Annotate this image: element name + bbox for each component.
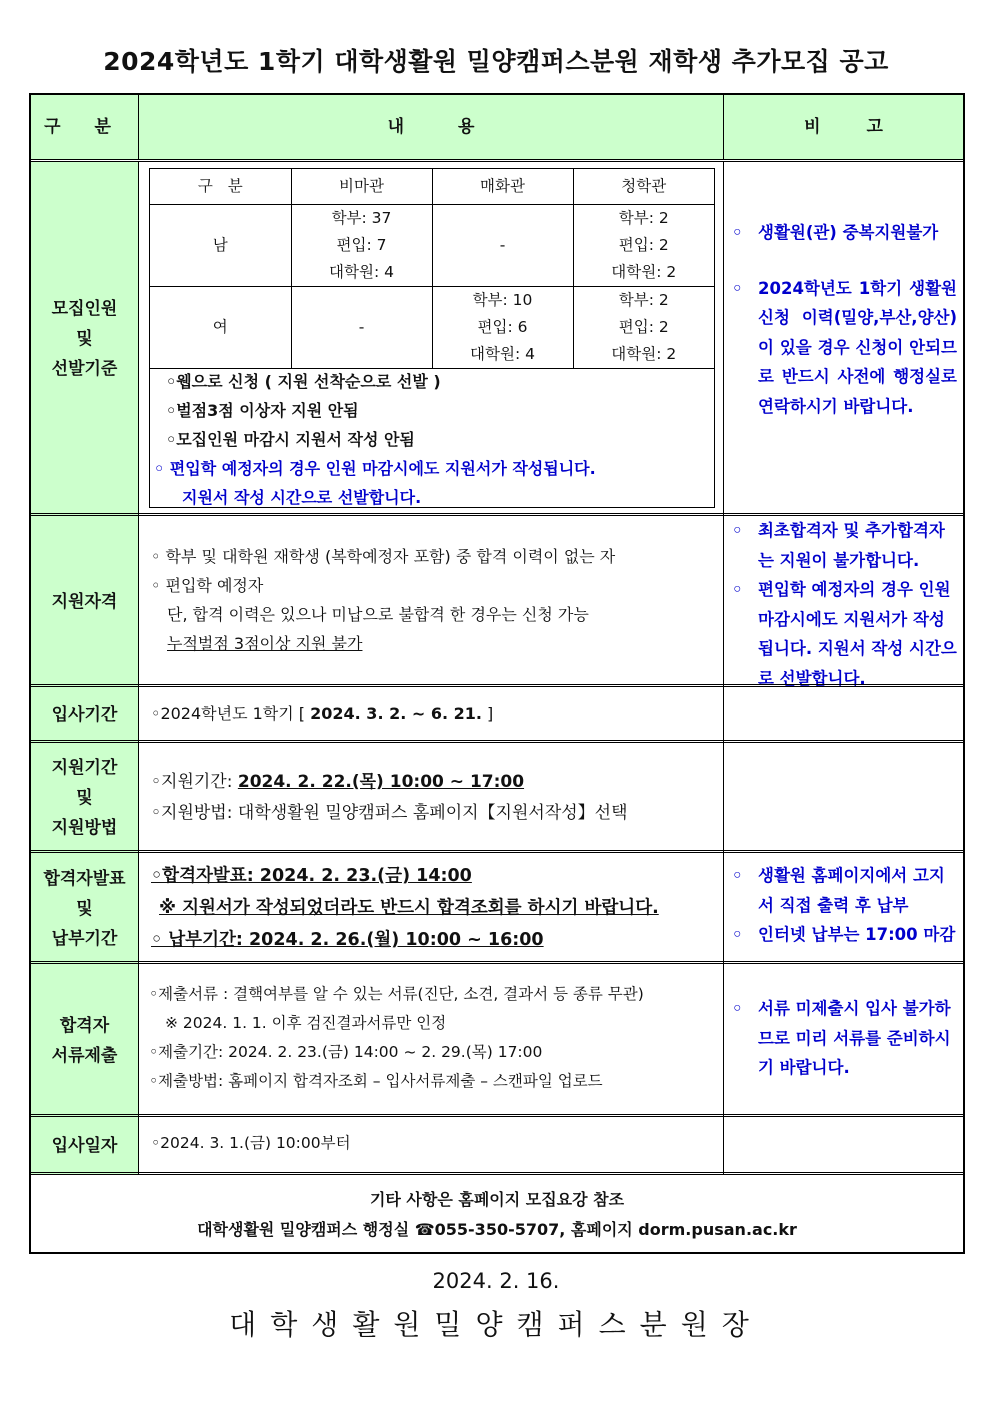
quota-row-male [150,204,714,286]
application-content: ◦지원기간: 2024. 2. 22.(목) 10:00 ~ 17:00 ◦지원방법: 대학생활원 밀양캠퍼스 홈페이지【지원서작성】선택 [138,743,723,853]
notice-date: 2024. 2. 16. [432,1269,560,1293]
documents-method: ◦제출방법: 홈페이지 합격자조회 – 입사서류제출 – 스캔파일 업로드 [149,1072,603,1090]
application-label: 지원기간 및 지원방법 [31,743,138,853]
move-in-date-remarks [723,1117,963,1175]
notice-table [29,93,965,1254]
move-in-period-row [31,684,963,743]
quota-cell: - [291,286,432,368]
page-title: 2024학년도 1학기 대학생활원 밀양캠퍼스분원 재학생 추가모집 공고 [103,47,889,76]
quota-row-female [150,286,714,368]
application-method: ◦지원방법: 대학생활원 밀양캠퍼스 홈페이지【지원서작성】선택 [151,803,628,823]
quota-box [149,168,715,508]
eligibility-line: ◦ 편입학 예정자 [151,576,264,595]
move-in-period-dates: 2024. 3. 2. ~ 6. 21. [310,704,482,723]
announcement-remarks: ◦ 생활원 홈페이지에서 고지서 직접 출력 후 납부 ◦ 인터넷 납부는 17:00 마감 [723,853,963,964]
announcement-date: ◦합격자발표: 2024. 2. 23.(금) 14:00 [151,866,472,886]
announcement-row [31,850,963,964]
quota-header-row [150,169,714,204]
note-transfer: ◦ 편입학 예정자의 경우 인원 마감시에도 지원서가 작성됩니다. [154,459,596,478]
eligibility-penalty: 누적벌점 3점이상 지원 불가 [167,634,363,653]
application-remarks [723,743,963,853]
documents-content [138,964,723,1117]
header-category: 구 분 [44,117,125,137]
documents-row [31,961,963,1117]
quota-head-cheonghak: 청학관 [573,169,714,204]
move-in-date-row [31,1114,963,1175]
note-transfer-2: 지원서 작성 시간으로 선발합니다. [182,488,422,507]
announcement-warning: ※ 지원서가 작성되었더라도 반드시 합격조회를 하시기 바랍니다. [159,898,659,918]
header-row [31,95,963,159]
quota-cell: 학부: 2 편입: 2 대학원: 2 [573,286,714,368]
eligibility-content [138,516,723,687]
quota-cell: 학부: 2 편입: 2 대학원: 2 [573,204,714,286]
quota-gender: 남 [150,204,291,286]
application-period: 2024. 2. 22.(목) 10:00 ~ 17:00 [237,772,525,792]
remark-transfer: 편입학 예정자의 경우 인원 마감시에도 지원서가 작성됩니다. 지원서 작성 시간으로 선발합니다. [758,580,957,688]
recruit-content [138,162,723,516]
documents-remarks: ◦ 서류 미제출시 입사 불가하므로 미리 서류를 준비하시기 바랍니다. [723,964,963,1117]
quota-cell: 학부: 37 편입: 7 대학원: 4 [291,204,432,286]
recruit-label: 모집인원 및 선발기준 [31,162,138,516]
note-web-apply: ◦웹으로 신청 ( 지원 선착순으로 선발 ) [166,372,441,391]
selection-notes [154,367,596,512]
footer-row [31,1172,963,1265]
note-penalty: ◦벌점3점 이상자 지원 안됨 [166,401,359,420]
quota-cell: 학부: 10 편입: 6 대학원: 4 [432,286,573,368]
application-row [31,740,963,853]
remark-prior-pass: 최초합격자 및 추가합격자는 지원이 불가합니다. [758,521,945,570]
remark-duplicate: 생활원(관) 중복지원불가 [758,223,939,242]
eligibility-line: 단, 합격 이력은 있으나 미납으로 불합격 한 경우는 신청 가능 [167,605,589,624]
eligibility-line: ◦ 학부 및 대학원 재학생 (복학예정자 포함) 중 합격 이력이 없는 자 [151,547,616,566]
eligibility-row [31,513,963,687]
documents-required: ◦제출서류 : 결핵여부를 알 수 있는 서류(진단, 소견, 결과서 등 종류 무관) [149,985,644,1003]
quota-cell: - [432,204,573,286]
documents-period: ◦제출기간: 2024. 2. 23.(금) 14:00 ~ 2. 29.(목) 17:00 [149,1043,543,1061]
announcement-label: 합격자발표 및 납부기간 [31,853,138,964]
issuer-signature: 대학생활원밀양캠퍼스분원장 [229,1308,763,1341]
eligibility-remarks: ◦ 최초합격자 및 추가합격자는 지원이 불가합니다. ◦ 편입학 예정자의 경우 인원 마감시에도 지원서가 작성됩니다. 지원서 작성 시간으로 선발합니다. [723,516,963,687]
move-in-period-content: ◦2024학년도 1학기 [ 2024. 3. 2. ~ 6. 21. ] [138,687,723,743]
remark-history: 2024학년도 1학기 생활원 신청 이력(밀양,부산,양산)이 있을 경우 신청이 안되므로 반드시 사전에 행정실로 연락하시기 바랍니다. [758,278,957,416]
eligibility-label: 지원자격 [31,516,138,687]
quota-gender: 여 [150,286,291,368]
move-in-date-content: ◦2024. 3. 1.(금) 10:00부터 [138,1117,723,1175]
documents-label: 합격자 서류제출 [31,964,138,1117]
remark-documents: 서류 미제출시 입사 불가하므로 미리 서류를 준비하시기 바랍니다. [758,999,951,1077]
footer-reference: 기타 사항은 홈페이지 모집요강 참조 [369,1190,625,1209]
move-in-period-label: 입사기간 [31,687,138,743]
header-content: 내 용 [138,95,723,159]
payment-period: ◦ 납부기간: 2024. 2. 26.(월) 10:00 ~ 16:00 [151,930,544,950]
move-in-date-label: 입사일자 [31,1117,138,1175]
header-remarks: 비 고 [723,95,963,159]
quota-head-category: 구 분 [150,169,291,204]
remark-internet-payment: 인터넷 납부는 17:00 마감 [758,925,956,944]
documents-note: ※ 2024. 1. 1. 이후 검진결과서류만 인정 [165,1014,447,1032]
announcement-content [138,853,723,964]
quota-head-bima: 비마관 [291,169,432,204]
footer-contact: 대학생활원 밀양캠퍼스 행정실 ☎055-350-5707, 홈페이지 dorm.pusan.ac.kr [197,1220,797,1239]
recruit-row [31,159,963,516]
remark-invoice: 생활원 홈페이지에서 고지서 직접 출력 후 납부 [758,866,945,915]
quota-head-maehwa: 매화관 [432,169,573,204]
quota-table [150,169,714,369]
move-in-period-remarks [723,687,963,743]
note-quota-closed: ◦모집인원 마감시 지원서 작성 안됨 [166,430,415,449]
recruit-remarks: ◦ 생활원(관) 중복지원불가 ◦ 2024학년도 1학기 생활원 신청 이력(밀양,부산,양산)이 있을 경우 신청이 안되므로 반드시 사전에 행정실로 연락하시기 바랍니다. [723,162,963,516]
